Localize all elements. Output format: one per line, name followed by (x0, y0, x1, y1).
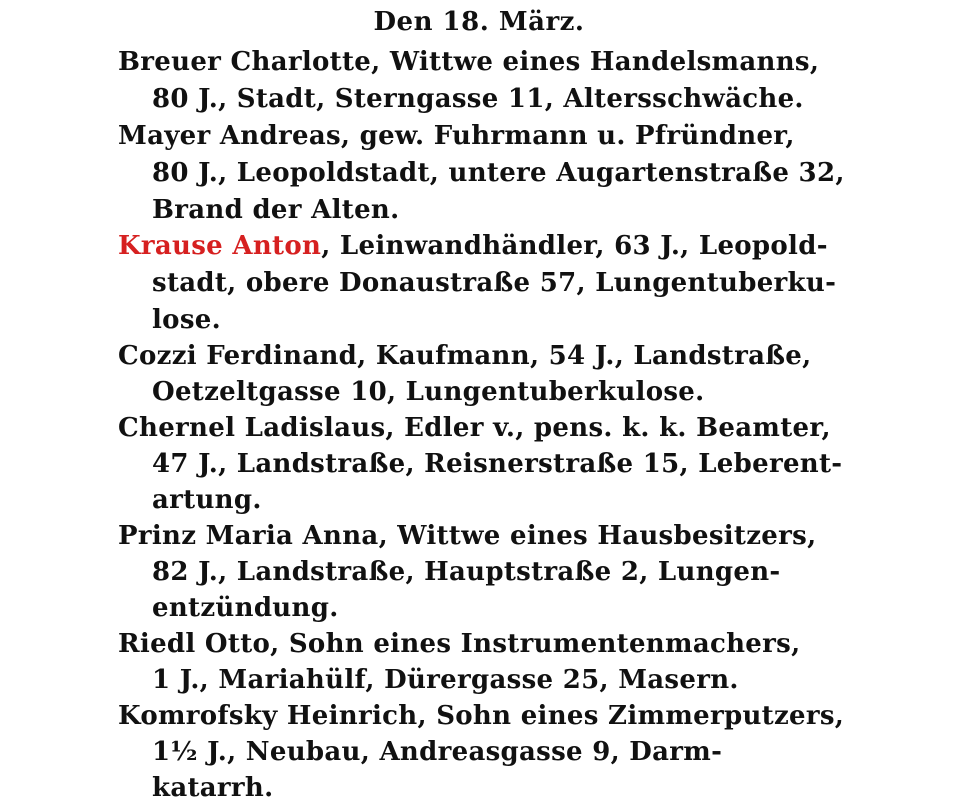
highlighted-name: Krause Anton (118, 231, 322, 261)
entry-line: Prinz Maria Anna, Wittwe eines Hausbesitzers, (118, 521, 817, 551)
entry-line: Brand der Alten. (152, 195, 400, 225)
entry-line: Breuer Charlotte, Wittwe eines Handelsmanns, (118, 47, 820, 77)
entry-line: Mayer Andreas, gew. Fuhrmann u. Pfründner, (118, 121, 795, 151)
entry-line: 1 J., Mariahülf, Dürergasse 25, Masern. (152, 665, 739, 695)
entry-line: lose. (152, 305, 221, 335)
entry-line: Riedl Otto, Sohn eines Instrumentenmachers, (118, 629, 801, 659)
entry-line: 80 J., Stadt, Sterngasse 11, Altersschwäche. (152, 84, 804, 114)
entry-line: 1½ J., Neubau, Andreasgasse 9, Darm- (152, 737, 723, 767)
entry-line: stadt, obere Donaustraße 57, Lungentuberku- (152, 268, 837, 298)
entry-line: Chernel Ladislaus, Edler v., pens. k. k. Beamter, (118, 413, 831, 443)
entry-line: katarrh. (152, 773, 274, 803)
entry-line-rest: , Leinwandhändler, 63 J., Leopold- (321, 231, 828, 261)
date-heading: Den 18. März. (373, 7, 585, 37)
entry-line: artung. (152, 485, 262, 515)
entry-line: Oetzeltgasse 10, Lungentuberkulose. (152, 377, 705, 407)
entry-line: Komrofsky Heinrich, Sohn eines Zimmerputzers, (118, 701, 845, 731)
entry-line: 80 J., Leopoldstadt, untere Augartenstraße 32, (152, 158, 845, 188)
entry-line: entzündung. (152, 593, 339, 623)
entry-line: Cozzi Ferdinand, Kaufmann, 54 J., Landstraße, (118, 341, 812, 371)
entry-line (118, 229, 828, 264)
entry-line: 82 J., Landstraße, Hauptstraße 2, Lungen- (152, 557, 781, 587)
entry-line: 47 J., Landstraße, Reisnerstraße 15, Leberent- (152, 449, 843, 479)
